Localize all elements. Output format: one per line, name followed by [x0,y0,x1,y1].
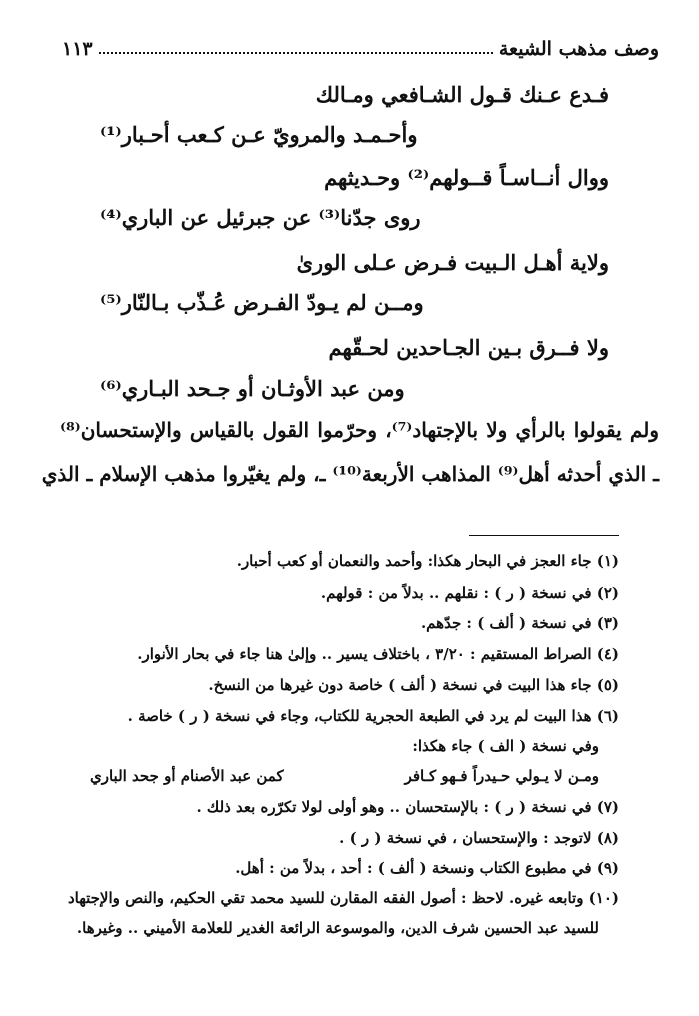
footnote: (١) جاء العجز في البحار هكذا: وأحمد والنعمان أو كعب أحبار. [236,552,619,570]
poem-line: وأحـمـد والمرويّ عـن كـعب أحـبار⁽¹⁾ [100,122,418,147]
body-text-line: ولم يقولوا بالرأي ولا بالإجتهاد⁽⁷⁾، وحرّموا القول بالقياس والإستحسان⁽⁸⁾ [60,418,659,442]
footnote: (٣) في نسخة ( ألف ) : جدّهم. [420,614,619,632]
footnote: (١٠) وتابعه غيره. لاحظ : أصول الفقه المقارن للسيد محمد تقي الحكيم، والنص والإجتهاد [67,889,619,907]
footnote: (٥) جاء هذا البيت في نسخة ( ألف ) خاصة دون غيرها من النسخ. [208,676,619,694]
poem-line: ومــن لم يـودّ الفـرض عُـذّب بـالنّار⁽⁵⁾ [100,290,424,315]
body-text-line: ـ الذي أحدثه أهل⁽⁹⁾ المذاهب الأربعة⁽¹⁰⁾ ـ، ولم يغيّروا مذهب الإسلام ـ الذي [41,462,659,486]
poem-line: ولا فــرق بـين الجـاحدين لحـقّهم [328,335,609,360]
footnote-verse-hemistich: ومـن لا يـولي حـيدراً فـهو كـافر [404,767,599,785]
footnote-separator [469,535,619,536]
footnote: (٧) في نسخة ( ر ) : بالإستحسان .. وهو أولى لولا تكرّره بعد ذلك . [196,798,619,816]
running-title: وصف مذهب الشيعة [498,38,659,60]
poem-line: ووال أنــاسـاً قــولهم⁽²⁾ وحـديثهم [324,165,609,190]
page-number: ١١٣ [62,38,93,60]
footnote: (٩) في مطبوع الكتاب ونسخة ( ألف ) : أحد ، بدلاً من : أهل. [235,859,619,877]
footnote-continuation: وفي نسخة ( الف ) جاء هكذا: [412,737,599,755]
poem-line: ومن عبد الأوثـان أو جـحد البـاري⁽⁶⁾ [100,376,405,401]
footnote: (٨) لاتوجد : والإستحسان ، في نسخة ( ر ) . [339,829,619,847]
poem-line: ولاية أهـل الـبيت فـرض عـلى الورىٰ [296,250,609,275]
leader-dots [99,52,493,54]
running-header [62,30,659,60]
poem-line: فـدع عـنك قـول الشـافعي ومـالك [315,82,609,107]
footnote-continuation: للسيد عبد الحسين شرف الدين، والموسوعة الرائعة الغدير للعلامة الأميني .. وغيرها. [76,919,599,937]
poem-line: روى جدّنا⁽³⁾ عن جبرئيل عن الباري⁽⁴⁾ [100,205,421,230]
footnote-verse-hemistich: كمن عبد الأصنام أو جحد الباري [90,767,284,785]
footnote: (٦) هذا البيت لم يرد في الطبعة الحجرية للكتاب، وجاء في نسخة ( ر ) خاصة . [127,707,619,725]
footnote: (٢) في نسخة ( ر ) : نقلهم .. بدلاً من : قولهم. [320,584,619,602]
footnote: (٤) الصراط المستقيم : ٣/٢٠ ، باختلاف يسير .. وإلىٰ هنا جاء في بحار الأنوار. [137,645,619,663]
